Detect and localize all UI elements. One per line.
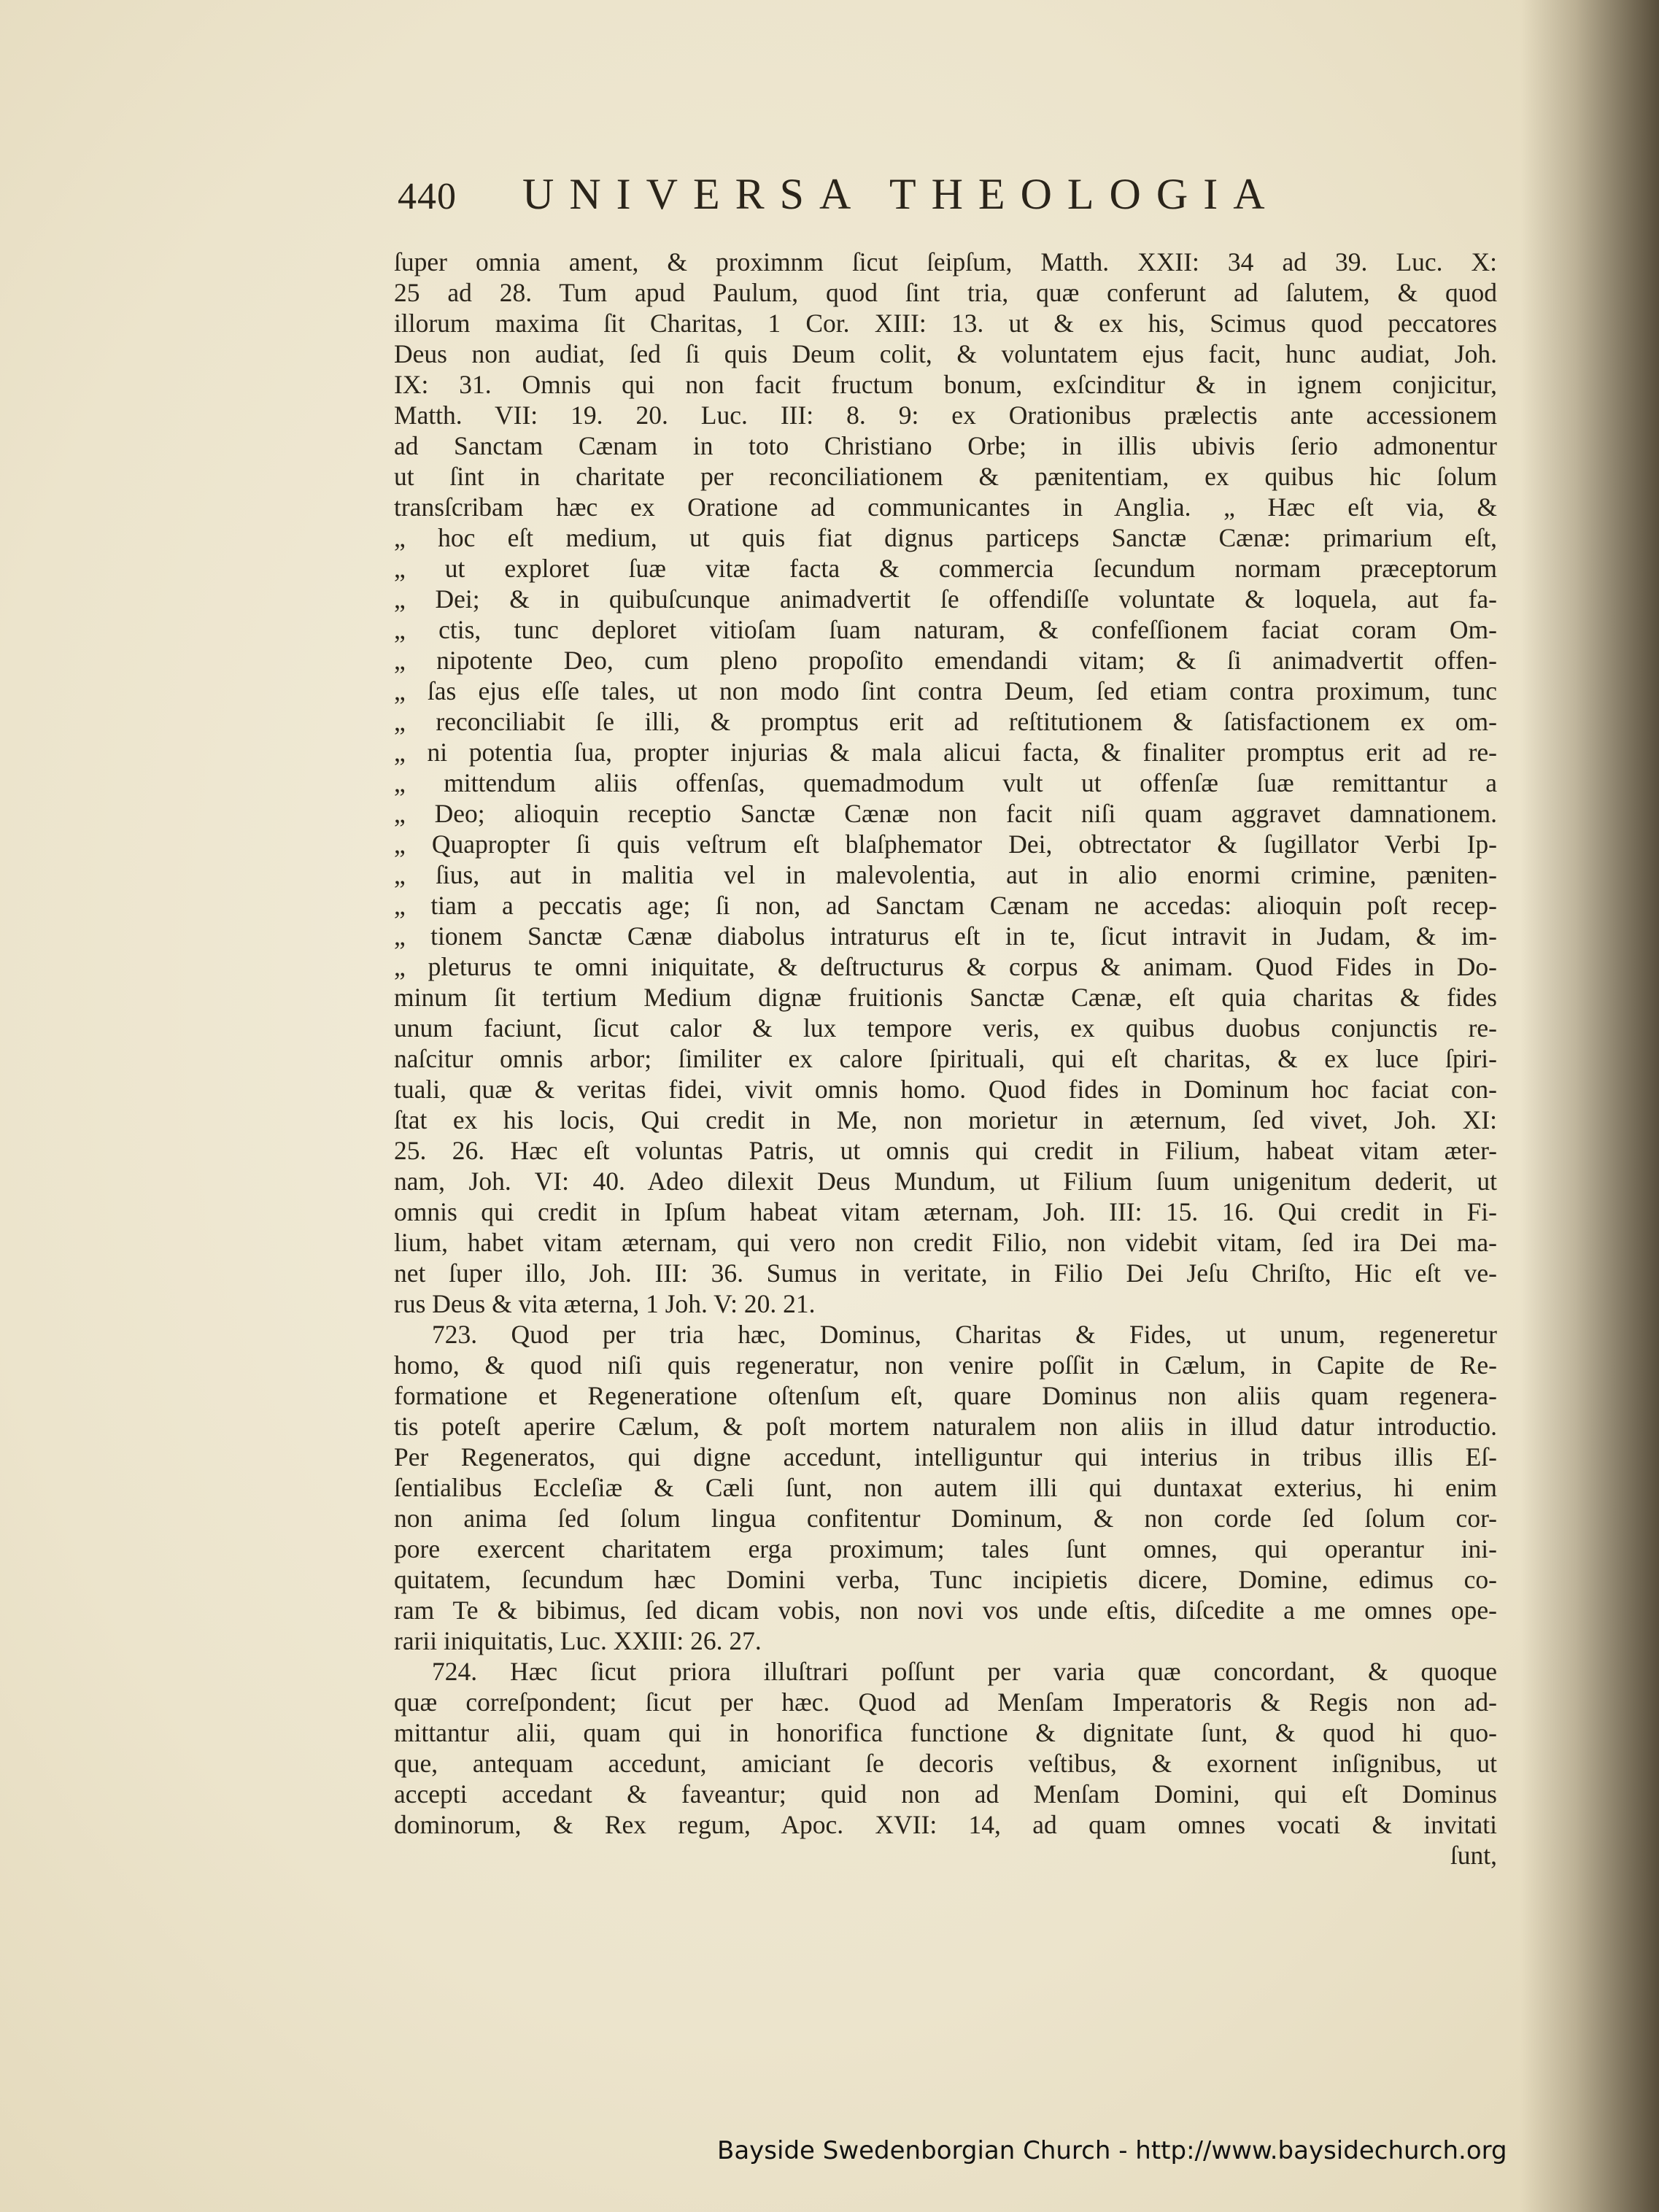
text-line: „ tiam a peccatis age; ſi non, ad Sanctam Cænam ne accedas: alioquin poſt recep- (394, 891, 1497, 920)
text-line: unum faciunt, ſicut calor & lux tempore veris, ex quibus duobus conjunctis re- (394, 1013, 1497, 1043)
text-line: ſentialibus Eccleſiæ & Cæli ſunt, non autem illi qui duntaxat exterius, hi enim (394, 1473, 1497, 1502)
body-text (394, 247, 1497, 1871)
text-line: transſcribam hæc ex Oratione ad communicantes in Anglia. „ Hæc eſt via, & (394, 492, 1497, 522)
text-line: que, antequam accedunt, amiciant ſe decoris veſtibus, & exornent inſignibus, ut (394, 1749, 1497, 1778)
text-line: mittantur alii, quam qui in honorifica functione & dignitate ſunt, & quod hi quo- (394, 1718, 1497, 1747)
text-line: 25. 26. Hæc eſt voluntas Patris, ut omnis qui credit in Filium, habeat vitam æter- (394, 1136, 1497, 1165)
text-line: „ ut exploret ſuæ vitæ facta & commercia ſecundum normam præceptorum (394, 554, 1497, 583)
text-line: nam, Joh. VI: 40. Adeo dilexit Deus Mundum, ut Filium ſuum unigenitum dederit, ut (394, 1167, 1497, 1196)
text-line: ut ſint in charitate per reconciliationem & pænitentiam, ex quibus hic ſolum (394, 462, 1497, 491)
text-line: non anima ſed ſolum lingua confitentur Dominum, & non corde ſed ſolum cor- (394, 1504, 1497, 1533)
text-line: Deus non audiat, ſed ſi quis Deum colit, & voluntatem ejus facit, hunc audiat, Joh. (394, 339, 1497, 368)
text-line: quæ correſpondent; ſicut per hæc. Quod ad Menſam Imperatoris & Regis non ad- (394, 1687, 1497, 1717)
text-line: rarii iniquitatis, Luc. XXIII: 26. 27. (394, 1626, 762, 1655)
text-line: homo, & quod niſi quis regeneratur, non venire poſſit in Cælum, in Capite de Re- (394, 1350, 1497, 1380)
text-line: „ tionem Sanctæ Cænæ diabolus intraturus eſt in te, ſicut intravit in Judam, & im- (394, 921, 1497, 951)
text-line: „ pleturus te omni iniquitate, & deſtructurus & corpus & animam. Quod Fides in Do- (394, 952, 1497, 981)
text-line: „ ni potentia ſua, propter injurias & mala alicui facta, & finaliter promptus erit ad re- (394, 738, 1497, 767)
text-line: formatione et Regeneratione oſtenſum eſt, quare Dominus non aliis quam regenera- (394, 1381, 1497, 1410)
text-line: 25 ad 28. Tum apud Paulum, quod ſint tria, quæ conferunt ad ſalutem, & quod (394, 278, 1497, 307)
text-line: dominorum, & Rex regum, Apoc. XVII: 14, ad quam omnes vocati & invitati (394, 1810, 1497, 1839)
text-line: 724. Hæc ſicut priora illuſtrari poſſunt per varia quæ concordant, & quoque (432, 1657, 1497, 1686)
text-line: „ Deo; alioquin receptio Sanctæ Cænæ non facit niſi quam aggravet damnationem. (394, 799, 1497, 828)
text-line: naſcitur omnis arbor; ſimiliter ex calore ſpirituali, qui eſt charitas, & ex luce ſpiri- (394, 1044, 1497, 1073)
text-line: „ nipotente Deo, cum pleno propoſito emendandi vitam; & ſi animadvertit offen- (394, 646, 1497, 675)
text-line: 723. Quod per tria hæc, Dominus, Charitas & Fides, ut unum, regeneretur (432, 1320, 1497, 1349)
text-line: „ ſas ejus eſſe tales, ut non modo ſint contra Deum, ſed etiam contra proximum, tunc (394, 676, 1497, 705)
text-line: Per Regeneratos, qui digne accedunt, intelliguntur qui interius in tribus illis Eſ- (394, 1442, 1497, 1472)
text-line: omnis qui credit in Ipſum habeat vitam æternam, Joh. III: 15. 16. Qui credit in Fi- (394, 1197, 1497, 1226)
text-line: ram Te & bibimus, ſed dicam vobis, non novi vos unde eſtis, diſcedite a me omnes ope- (394, 1596, 1497, 1625)
text-line: ſtat ex his locis, Qui credit in Me, non morietur in æternum, ſed vivet, Joh. XI: (394, 1105, 1497, 1134)
text-line: tuali, quæ & veritas fidei, vivit omnis homo. Quod fides in Dominum hoc faciat con- (394, 1075, 1497, 1104)
page-gutter-shadow (1520, 0, 1659, 2212)
text-line: „ Quapropter ſi quis veſtrum eſt blaſphemator Dei, obtrectator & ſugillator Verbi Ip- (394, 830, 1497, 859)
text-line: pore exercent charitatem erga proximum; tales ſunt omnes, qui operantur ini- (394, 1534, 1497, 1563)
text-line: rus Deus & vita æterna, 1 Joh. V: 20. 21. (394, 1289, 816, 1318)
text-line: IX: 31. Omnis qui non facit fructum bonum, exſcinditur & in ignem conjicitur, (394, 370, 1497, 399)
text-line: „ Dei; & in quibuſcunque animadvertit ſe offendiſſe voluntate & loquela, aut fa- (394, 584, 1497, 614)
text-line: lium, habet vitam æternam, qui vero non credit Filio, non videbit vitam, ſed ira Dei ma- (394, 1228, 1497, 1257)
text-line: illorum maxima ſit Charitas, 1 Cor. XIII: 13. ut & ex his, Scimus quod peccatores (394, 309, 1497, 338)
page-header (398, 169, 1492, 228)
text-line: Matth. VII: 19. 20. Luc. III: 8. 9: ex Orationibus prælectis ante accessionem (394, 401, 1497, 430)
text-line: tis poteſt aperire Cælum, & poſt mortem naturalem non aliis in illud datur introductio. (394, 1412, 1497, 1441)
text-line: „ reconciliabit ſe illi, & promptus erit ad reſtitutionem & ſatisfactionem ex om- (394, 707, 1497, 736)
text-line: net ſuper illo, Joh. III: 36. Sumus in veritate, in Filio Dei Jeſu Chriſto, Hic eſt ve- (394, 1258, 1497, 1288)
text-line: ad Sanctam Cænam in toto Christiano Orbe; in illis ubivis ſerio admonentur (394, 431, 1497, 460)
text-line: accepti accedant & faveantur; quid non ad Menſam Domini, qui eſt Dominus (394, 1779, 1497, 1809)
text-line: „ hoc eſt medium, ut quis fiat dignus particeps Sanctæ Cænæ: primarium eſt, (394, 523, 1497, 552)
text-line: „ mittendum aliis offenſas, quemadmodum vult ut offenſæ ſuæ remittantur a (394, 768, 1497, 797)
text-line: ſuper omnia ament, & proximnm ſicut ſeipſum, Matth. XXII: 34 ad 39. Luc. X: (394, 247, 1497, 276)
text-line: quitatem, ſecundum hæc Domini verba, Tunc incipietis dicere, Domine, edimus co- (394, 1565, 1497, 1594)
text-line: „ ctis, tunc deploret vitioſam ſuam naturam, & confeſſionem faciat coram Om- (394, 615, 1497, 644)
running-title: UNIVERSA THEOLOGIA (522, 170, 1280, 218)
text-line: minum ſit tertium Medium dignæ fruitionis Sanctæ Cænæ, eſt quia charitas & fides (394, 983, 1497, 1012)
page-number: 440 (398, 176, 457, 217)
text-line: „ ſius, aut in malitia vel in malevolentia, aut in alio enormi crimine, pæniten- (394, 860, 1497, 889)
watermark-caption: Bayside Swedenborgian Church - http://www.baysidechurch.org (717, 2136, 1507, 2165)
text-line: ſunt, (1450, 1841, 1497, 1870)
